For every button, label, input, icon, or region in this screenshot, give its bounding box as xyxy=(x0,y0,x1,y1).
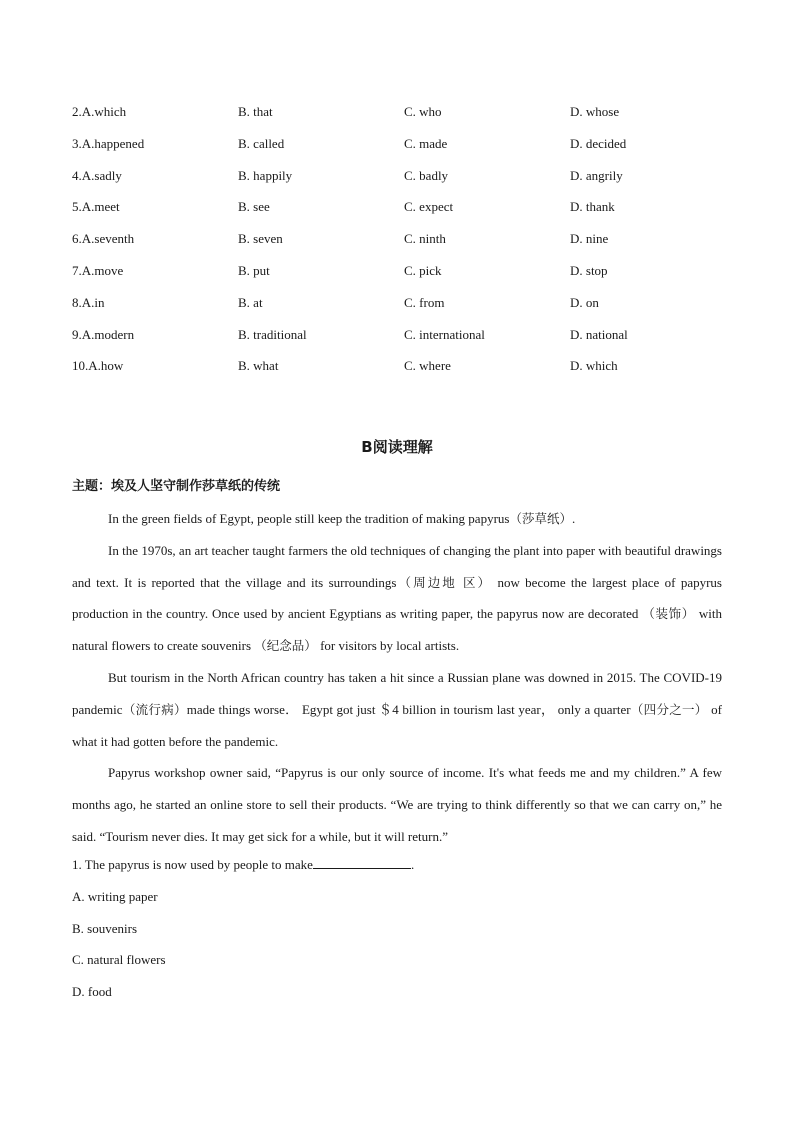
gloss-span: （流行病） xyxy=(122,701,187,717)
choice-c[interactable]: C. natural flowers xyxy=(72,952,166,968)
option-b: B. seven xyxy=(238,231,283,247)
text-span: for visitors by local artists. xyxy=(316,638,460,654)
option-d: D. nine xyxy=(570,231,609,247)
option-c: C. international xyxy=(404,326,485,342)
option-d: D. angrily xyxy=(570,167,623,183)
option-c: C. badly xyxy=(404,167,449,183)
passage-paragraph-3 xyxy=(72,662,722,757)
section-topic: 主题：埃及人坚守制作莎草纸的传统 xyxy=(72,479,281,494)
option-b: B. see xyxy=(238,199,270,215)
question-1 xyxy=(72,856,722,1015)
option-a: 4.A.sadly xyxy=(72,167,122,183)
option-row xyxy=(72,262,732,294)
text-span: In the 1970s, an art teacher taught farmers the old techniques of changing the plant into paper with beautiful drawings and text. It is reported that the village and its surroundings xyxy=(72,542,722,590)
option-b: B. that xyxy=(238,104,273,119)
choice-a[interactable]: A. writing paper xyxy=(72,888,158,904)
option-b: B. happily xyxy=(238,167,293,183)
option-b: B. traditional xyxy=(238,326,307,342)
gloss-span: （纪念品） xyxy=(254,638,317,654)
passage-paragraph-2 xyxy=(72,535,722,662)
option-c: C. expect xyxy=(404,199,454,215)
option-row xyxy=(72,230,732,262)
option-b: B. called xyxy=(238,135,285,151)
option-b: B. what xyxy=(238,358,279,374)
option-a: 10.A.how xyxy=(72,358,124,374)
option-c: C. from xyxy=(404,294,445,310)
option-d: D. on xyxy=(570,294,599,310)
text-span: now become the largest place of papyrus production in the country. Once used by ancient Egyptians as writing paper, the papyrus now are decorated xyxy=(72,574,722,622)
option-row xyxy=(72,326,732,358)
reading-passage xyxy=(72,503,722,853)
choice-b[interactable]: B. souvenirs xyxy=(72,920,137,936)
option-a: 2.A.which xyxy=(72,104,127,119)
gloss-span: （莎草纸） xyxy=(509,511,572,526)
option-a: 5.A.meet xyxy=(72,199,120,215)
option-row xyxy=(72,357,732,389)
option-b: B. at xyxy=(238,294,263,310)
choice-d[interactable]: D. food xyxy=(72,984,112,1000)
stem-text: 1. The papyrus is now used by people to make xyxy=(72,857,313,872)
option-d: D. thank xyxy=(570,199,615,215)
option-c: C. ninth xyxy=(404,231,446,247)
option-d: D. whose xyxy=(570,104,620,119)
option-b: B. put xyxy=(238,262,270,278)
text-span: made things worse． Egypt got just ＄4 billion in tourism last year， only a quarter xyxy=(186,701,631,717)
option-c: C. pick xyxy=(404,262,442,278)
option-a: 9.A.modern xyxy=(72,326,135,342)
option-d: D. which xyxy=(570,358,618,374)
option-d: D. stop xyxy=(570,262,608,278)
option-row xyxy=(72,167,732,199)
text-span: of what it had gotten before the pandemic. xyxy=(72,701,722,749)
option-d: D. decided xyxy=(570,135,627,151)
option-d: D. national xyxy=(570,326,628,342)
text-span: In the green fields of Egypt, people still keep the tradition of making papyrus xyxy=(108,511,510,526)
question-stem xyxy=(72,856,722,888)
gloss-span: （周边地 区） xyxy=(396,574,493,590)
text-span: . xyxy=(571,511,576,526)
option-row xyxy=(72,294,732,326)
option-c: C. made xyxy=(404,135,448,151)
option-row xyxy=(72,135,732,167)
stem-end: . xyxy=(410,857,415,872)
option-row xyxy=(72,198,732,230)
option-row xyxy=(72,103,732,135)
passage-paragraph-1 xyxy=(72,503,722,535)
option-a: 6.A.seventh xyxy=(72,231,135,247)
option-a: 3.A.happened xyxy=(72,135,145,151)
answer-blank[interactable] xyxy=(313,856,411,869)
option-a: 8.A.in xyxy=(72,294,105,310)
option-a: 7.A.move xyxy=(72,262,124,278)
option-c: C. where xyxy=(404,358,451,374)
text-span: with natural flowers to create souvenirs xyxy=(72,606,722,654)
option-grid xyxy=(72,103,732,389)
gloss-span: （装饰） xyxy=(642,606,695,622)
section-title: B阅读理解 xyxy=(361,438,433,456)
text-span: Papyrus workshop owner said, “Papyrus is our only source of income. It's what feeds me and my children.” A few months ago, he started an online store to sell their products. “We are trying to think differently so that we can carry on,” he said. “Tourism never dies. It may get sick for a while, but it will return.” xyxy=(72,765,722,844)
passage-paragraph-4 xyxy=(72,757,722,852)
gloss-span: （四分之一） xyxy=(630,701,708,717)
text-span: But tourism in the North African country has taken a hit since a Russian plane was downed in 2015. The COVID-19 pandemic xyxy=(72,669,722,717)
option-c: C. who xyxy=(404,104,442,119)
